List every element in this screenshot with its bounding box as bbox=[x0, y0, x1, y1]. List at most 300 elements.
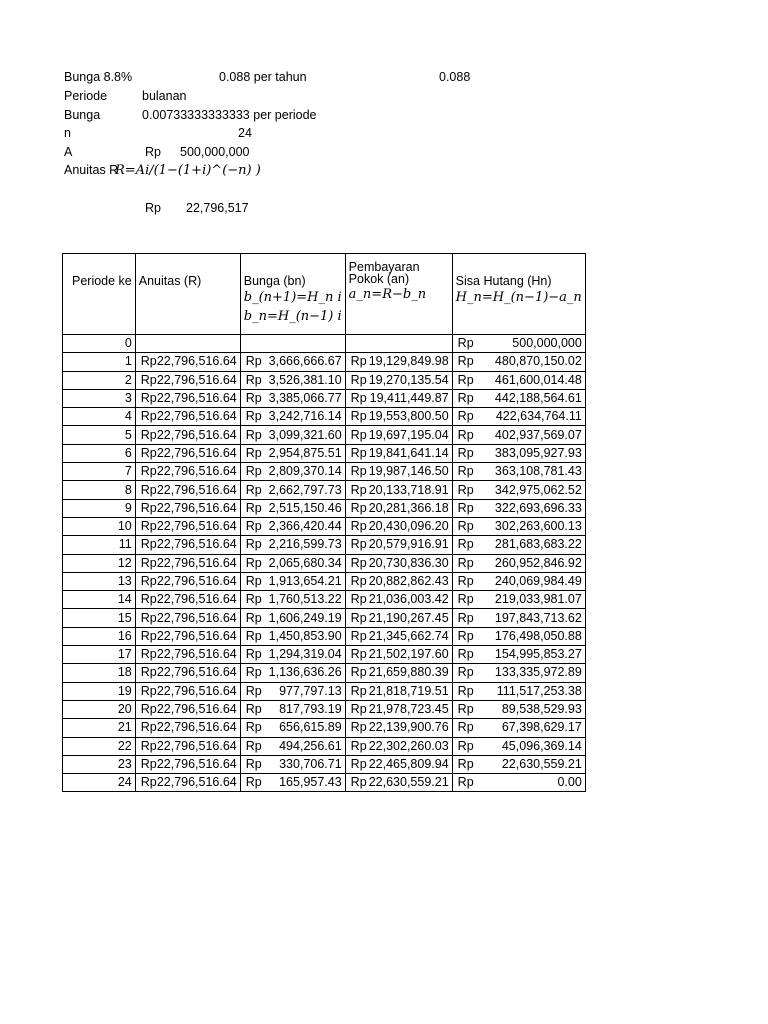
table-row bbox=[63, 536, 586, 554]
currency-label: Rp bbox=[140, 720, 157, 735]
currency-label: Rp bbox=[140, 592, 157, 607]
header-anuitas bbox=[135, 254, 240, 335]
table-row bbox=[63, 499, 586, 517]
cell-bunga bbox=[240, 774, 345, 792]
cell-sisa-value: 22,630,559.21 bbox=[501, 756, 582, 771]
cell-sisa-value: 111,517,253.38 bbox=[496, 683, 582, 698]
period-rate-label: Bunga bbox=[64, 108, 101, 122]
table-body bbox=[63, 335, 586, 792]
cell-sisa-value: 0.00 bbox=[557, 775, 582, 790]
cell-anuitas-value: 22,796,516.64 bbox=[156, 445, 237, 460]
cell-sisa-value: 260,952,846.92 bbox=[494, 555, 582, 570]
currency-label: Rp bbox=[350, 665, 367, 680]
currency-label: Rp bbox=[457, 409, 474, 424]
cell-pokok-value: 19,553,800.50 bbox=[368, 409, 449, 424]
currency-label: Rp bbox=[457, 756, 474, 771]
cell-anuitas bbox=[135, 591, 240, 609]
cell-bunga-value: 494,256.61 bbox=[279, 738, 342, 753]
currency-label: Rp bbox=[457, 354, 474, 369]
header-periode-label: Periode ke bbox=[72, 274, 132, 288]
currency-label: Rp bbox=[140, 555, 157, 570]
cell-periode: 19 bbox=[63, 682, 136, 700]
cell-pokok bbox=[345, 426, 452, 444]
cell-periode: 0 bbox=[63, 335, 136, 353]
cell-bunga-value: 1,760,513.22 bbox=[268, 592, 342, 607]
cell-sisa-value: 402,937,569.07 bbox=[494, 427, 582, 442]
currency-label: Rp bbox=[350, 519, 367, 534]
cell-periode: 20 bbox=[63, 700, 136, 718]
cell-bunga bbox=[240, 737, 345, 755]
cell-bunga bbox=[240, 755, 345, 773]
header-pokok-formula: a_n=R−b_n bbox=[348, 287, 427, 302]
currency-label: Rp bbox=[245, 756, 262, 771]
cell-sisa-value: 480,870,150.02 bbox=[494, 354, 582, 369]
cell-sisa-value: 500,000,000 bbox=[512, 336, 582, 351]
currency-label: Rp bbox=[457, 574, 474, 588]
cell-sisa bbox=[452, 609, 585, 627]
cell-bunga-value: 1,136,636.26 bbox=[268, 665, 342, 680]
annual-rate-number: 0.088 bbox=[219, 70, 251, 84]
currency-label: Rp bbox=[350, 592, 367, 607]
cell-anuitas-value: 22,796,516.64 bbox=[156, 610, 237, 625]
currency-label: Rp bbox=[457, 702, 474, 717]
cell-pokok bbox=[345, 444, 452, 462]
annuity-currency: Rp bbox=[145, 201, 161, 215]
principal-currency: Rp bbox=[145, 145, 161, 159]
cell-anuitas-value: 22,796,516.64 bbox=[156, 391, 237, 406]
currency-label: Rp bbox=[245, 610, 262, 625]
cell-bunga bbox=[240, 554, 345, 572]
cell-anuitas-value: 22,796,516.64 bbox=[156, 683, 237, 698]
currency-label: Rp bbox=[245, 427, 262, 442]
cell-sisa-value: 67,398,629.17 bbox=[501, 720, 582, 735]
currency-label: Rp bbox=[457, 720, 474, 735]
cell-bunga-value: 1,913,654.21 bbox=[268, 574, 342, 588]
table-header-row bbox=[63, 254, 586, 335]
currency-label: Rp bbox=[140, 683, 157, 698]
currency-label: Rp bbox=[245, 702, 262, 717]
cell-anuitas-value: 22,796,516.64 bbox=[156, 720, 237, 735]
cell-bunga bbox=[240, 700, 345, 718]
cell-bunga-value: 1,294,319.04 bbox=[268, 647, 342, 662]
cell-pokok bbox=[345, 463, 452, 481]
cell-pokok-value: 20,882,862.43 bbox=[368, 574, 449, 588]
cell-sisa-value: 133,335,972.89 bbox=[494, 665, 582, 680]
cell-sisa bbox=[452, 646, 585, 664]
cell-sisa bbox=[452, 591, 585, 609]
cell-anuitas-value: 22,796,516.64 bbox=[156, 482, 237, 497]
currency-label: Rp bbox=[245, 354, 262, 369]
currency-label: Rp bbox=[140, 464, 157, 479]
currency-label: Rp bbox=[350, 574, 367, 588]
cell-pokok bbox=[345, 353, 452, 371]
table-row bbox=[63, 591, 586, 609]
cell-sisa bbox=[452, 572, 585, 590]
cell-pokok bbox=[345, 700, 452, 718]
cell-pokok bbox=[345, 591, 452, 609]
cell-bunga-value: 2,515,150.46 bbox=[268, 500, 342, 515]
cell-bunga bbox=[240, 719, 345, 737]
currency-label: Rp bbox=[140, 775, 157, 790]
currency-label: Rp bbox=[457, 372, 474, 387]
cell-periode: 4 bbox=[63, 408, 136, 426]
cell-pokok-value: 20,133,718.91 bbox=[368, 482, 449, 497]
currency-label: Rp bbox=[457, 537, 474, 552]
cell-periode: 14 bbox=[63, 591, 136, 609]
cell-bunga bbox=[240, 499, 345, 517]
cell-sisa bbox=[452, 517, 585, 535]
cell-anuitas bbox=[135, 682, 240, 700]
cell-bunga bbox=[240, 536, 345, 554]
annual-rate-unit: per tahun bbox=[253, 70, 307, 84]
cell-sisa-value: 45,096,369.14 bbox=[501, 738, 582, 753]
currency-label: Rp bbox=[457, 683, 474, 698]
cell-anuitas-value: 22,796,516.64 bbox=[156, 464, 237, 479]
cell-bunga-value: 2,216,599.73 bbox=[268, 537, 342, 552]
cell-pokok-value: 19,411,449.87 bbox=[369, 391, 449, 406]
cell-bunga-value: 977,797.13 bbox=[279, 683, 342, 698]
currency-label: Rp bbox=[245, 537, 262, 552]
cell-sisa-value: 154,995,853.27 bbox=[494, 647, 582, 662]
cell-sisa-value: 322,693,696.33 bbox=[494, 500, 582, 515]
cell-anuitas bbox=[135, 755, 240, 773]
currency-label: Rp bbox=[245, 628, 262, 643]
currency-label: Rp bbox=[350, 775, 367, 790]
annuity-formula: R=Ai/(1−(1+i)^(−n) ) bbox=[115, 163, 261, 178]
cell-anuitas-value: 22,796,516.64 bbox=[156, 665, 237, 680]
cell-anuitas bbox=[135, 335, 240, 353]
currency-label: Rp bbox=[457, 775, 474, 790]
cell-anuitas bbox=[135, 389, 240, 407]
cell-bunga-value: 2,809,370.14 bbox=[268, 464, 342, 479]
table-row bbox=[63, 335, 586, 353]
cell-anuitas bbox=[135, 572, 240, 590]
cell-pokok bbox=[345, 719, 452, 737]
currency-label: Rp bbox=[350, 409, 367, 424]
cell-pokok bbox=[345, 627, 452, 645]
currency-label: Rp bbox=[350, 354, 367, 369]
cell-bunga-value: 330,706.71 bbox=[279, 756, 342, 771]
cell-pokok-value: 21,190,267.45 bbox=[368, 610, 449, 625]
currency-label: Rp bbox=[245, 519, 262, 534]
cell-periode: 23 bbox=[63, 755, 136, 773]
header-pokok-label: Pembayaran Pokok (an) bbox=[348, 260, 420, 286]
table-row bbox=[63, 682, 586, 700]
cell-sisa-value: 219,033,981.07 bbox=[494, 592, 582, 607]
cell-sisa bbox=[452, 755, 585, 773]
cell-anuitas bbox=[135, 646, 240, 664]
cell-anuitas-value: 22,796,516.64 bbox=[156, 738, 237, 753]
period-label: Periode bbox=[64, 89, 108, 103]
annual-rate-value bbox=[219, 70, 307, 85]
table-row bbox=[63, 627, 586, 645]
cell-anuitas bbox=[135, 774, 240, 792]
currency-label: Rp bbox=[245, 720, 262, 735]
cell-sisa bbox=[452, 463, 585, 481]
currency-label: Rp bbox=[245, 464, 262, 479]
cell-sisa bbox=[452, 426, 585, 444]
cell-anuitas-value: 22,796,516.64 bbox=[156, 592, 237, 607]
cell-anuitas bbox=[135, 554, 240, 572]
cell-pokok bbox=[345, 517, 452, 535]
cell-bunga-value: 1,450,853.90 bbox=[268, 628, 342, 643]
cell-sisa bbox=[452, 627, 585, 645]
cell-anuitas-value: 22,796,516.64 bbox=[156, 372, 237, 387]
currency-label: Rp bbox=[245, 592, 262, 607]
currency-label: Rp bbox=[457, 628, 474, 643]
cell-sisa-value: 176,498,050.88 bbox=[494, 628, 582, 643]
currency-label: Rp bbox=[245, 738, 262, 753]
cell-pokok bbox=[345, 536, 452, 554]
cell-bunga bbox=[240, 408, 345, 426]
cell-periode: 24 bbox=[63, 774, 136, 792]
cell-anuitas bbox=[135, 371, 240, 389]
currency-label: Rp bbox=[350, 482, 367, 497]
cell-sisa bbox=[452, 774, 585, 792]
currency-label: Rp bbox=[350, 445, 367, 460]
cell-periode: 16 bbox=[63, 627, 136, 645]
table-row bbox=[63, 774, 586, 792]
currency-label: Rp bbox=[350, 610, 367, 625]
currency-label: Rp bbox=[350, 500, 367, 515]
cell-anuitas-value: 22,796,516.64 bbox=[156, 756, 237, 771]
period-rate-number: 0.00733333333333 bbox=[142, 108, 250, 122]
cell-bunga-value: 2,366,420.44 bbox=[268, 519, 342, 534]
cell-sisa bbox=[452, 554, 585, 572]
cell-sisa-value: 89,538,529.93 bbox=[501, 702, 582, 717]
cell-anuitas-value: 22,796,516.64 bbox=[156, 537, 237, 552]
cell-pokok bbox=[345, 682, 452, 700]
cell-bunga bbox=[240, 444, 345, 462]
cell-bunga-value: 165,957.43 bbox=[279, 775, 342, 790]
cell-bunga-value: 817,793.19 bbox=[279, 702, 342, 717]
cell-periode: 5 bbox=[63, 426, 136, 444]
currency-label: Rp bbox=[140, 647, 157, 662]
cell-sisa bbox=[452, 335, 585, 353]
currency-label: Rp bbox=[140, 610, 157, 625]
cell-pokok bbox=[345, 755, 452, 773]
cell-periode: 9 bbox=[63, 499, 136, 517]
cell-sisa-value: 461,600,014.48 bbox=[494, 372, 582, 387]
cell-sisa bbox=[452, 499, 585, 517]
header-bunga-formula-2: b_n=H_(n−1) i bbox=[243, 309, 342, 324]
currency-label: Rp bbox=[457, 427, 474, 442]
cell-pokok-value: 20,281,366.18 bbox=[368, 500, 449, 515]
cell-anuitas-value: 22,796,516.64 bbox=[156, 702, 237, 717]
cell-bunga-value: 2,662,797.73 bbox=[268, 482, 342, 497]
table-row bbox=[63, 408, 586, 426]
table-row bbox=[63, 737, 586, 755]
cell-sisa bbox=[452, 719, 585, 737]
cell-bunga bbox=[240, 664, 345, 682]
cell-sisa bbox=[452, 481, 585, 499]
table-row bbox=[63, 426, 586, 444]
table-row bbox=[63, 481, 586, 499]
cell-sisa bbox=[452, 353, 585, 371]
currency-label: Rp bbox=[457, 464, 474, 479]
currency-label: Rp bbox=[245, 574, 262, 588]
cell-pokok bbox=[345, 554, 452, 572]
cell-pokok bbox=[345, 371, 452, 389]
currency-label: Rp bbox=[245, 445, 262, 460]
cell-anuitas-value: 22,796,516.64 bbox=[156, 555, 237, 570]
cell-anuitas-value: 22,796,516.64 bbox=[156, 427, 237, 442]
cell-bunga bbox=[240, 572, 345, 590]
cell-pokok-value: 21,659,880.39 bbox=[368, 665, 449, 680]
currency-label: Rp bbox=[140, 756, 157, 771]
cell-pokok-value: 19,987,146.50 bbox=[368, 464, 449, 479]
currency-label: Rp bbox=[350, 372, 367, 387]
cell-anuitas-value: 22,796,516.64 bbox=[156, 574, 237, 588]
cell-sisa bbox=[452, 536, 585, 554]
cell-anuitas bbox=[135, 463, 240, 481]
cell-pokok bbox=[345, 389, 452, 407]
cell-periode: 1 bbox=[63, 353, 136, 371]
header-bunga-label: Bunga (bn) bbox=[243, 274, 306, 288]
cell-bunga-value: 3,526,381.10 bbox=[268, 372, 342, 387]
annuity-label: Anuitas R bbox=[64, 163, 119, 177]
cell-sisa bbox=[452, 444, 585, 462]
cell-anuitas bbox=[135, 719, 240, 737]
currency-label: Rp bbox=[140, 519, 157, 534]
table-row bbox=[63, 463, 586, 481]
currency-label: Rp bbox=[245, 683, 262, 698]
cell-bunga bbox=[240, 517, 345, 535]
cell-sisa bbox=[452, 408, 585, 426]
currency-label: Rp bbox=[245, 555, 262, 570]
currency-label: Rp bbox=[350, 464, 367, 479]
amortization-table bbox=[62, 253, 586, 792]
cell-bunga bbox=[240, 335, 345, 353]
cell-anuitas bbox=[135, 499, 240, 517]
currency-label: Rp bbox=[457, 555, 474, 570]
cell-bunga bbox=[240, 646, 345, 664]
cell-anuitas bbox=[135, 408, 240, 426]
period-rate-unit: per periode bbox=[253, 108, 317, 122]
cell-anuitas bbox=[135, 627, 240, 645]
header-bunga-formula-1: b_(n+1)=H_n i bbox=[243, 290, 342, 305]
cell-pokok-value: 20,730,836.30 bbox=[368, 555, 449, 570]
cell-anuitas bbox=[135, 609, 240, 627]
principal-label: A bbox=[64, 145, 73, 159]
currency-label: Rp bbox=[140, 500, 157, 515]
cell-bunga bbox=[240, 426, 345, 444]
cell-pokok-value: 19,270,135.54 bbox=[368, 372, 449, 387]
currency-label: Rp bbox=[245, 500, 262, 515]
currency-label: Rp bbox=[350, 702, 367, 717]
currency-label: Rp bbox=[350, 628, 367, 643]
cell-pokok bbox=[345, 737, 452, 755]
currency-label: Rp bbox=[350, 720, 367, 735]
cell-pokok-value: 21,036,003.42 bbox=[368, 592, 449, 607]
cell-anuitas bbox=[135, 664, 240, 682]
cell-sisa bbox=[452, 737, 585, 755]
cell-bunga bbox=[240, 609, 345, 627]
currency-label: Rp bbox=[350, 391, 367, 406]
currency-label: Rp bbox=[457, 647, 474, 662]
table-row bbox=[63, 389, 586, 407]
table-row bbox=[63, 609, 586, 627]
cell-bunga bbox=[240, 371, 345, 389]
cell-bunga-value: 3,385,066.77 bbox=[268, 391, 342, 406]
cell-anuitas bbox=[135, 481, 240, 499]
cell-bunga bbox=[240, 481, 345, 499]
currency-label: Rp bbox=[140, 482, 157, 497]
currency-label: Rp bbox=[140, 574, 157, 588]
cell-sisa-value: 240,069,984.49 bbox=[494, 574, 582, 588]
currency-label: Rp bbox=[140, 738, 157, 753]
cell-anuitas bbox=[135, 444, 240, 462]
cell-bunga-value: 3,666,666.67 bbox=[268, 354, 342, 369]
cell-anuitas-value: 22,796,516.64 bbox=[156, 409, 237, 424]
cell-periode: 15 bbox=[63, 609, 136, 627]
cell-pokok bbox=[345, 408, 452, 426]
currency-label: Rp bbox=[457, 665, 474, 680]
cell-pokok bbox=[345, 609, 452, 627]
cell-sisa-value: 281,683,683.22 bbox=[494, 537, 582, 552]
table-row bbox=[63, 700, 586, 718]
currency-label: Rp bbox=[245, 665, 262, 680]
cell-pokok-value: 22,139,900.76 bbox=[368, 720, 449, 735]
cell-periode: 10 bbox=[63, 517, 136, 535]
currency-label: Rp bbox=[140, 372, 157, 387]
currency-label: Rp bbox=[350, 427, 367, 442]
cell-periode: 21 bbox=[63, 719, 136, 737]
cell-periode: 13 bbox=[63, 572, 136, 590]
cell-sisa-value: 383,095,927.93 bbox=[494, 445, 582, 460]
cell-periode: 22 bbox=[63, 737, 136, 755]
cell-pokok-value: 19,129,849.98 bbox=[368, 354, 449, 369]
n-value: 24 bbox=[238, 126, 252, 140]
cell-anuitas bbox=[135, 517, 240, 535]
currency-label: Rp bbox=[350, 555, 367, 570]
table-row bbox=[63, 517, 586, 535]
cell-bunga-value: 2,065,680.34 bbox=[268, 555, 342, 570]
cell-sisa bbox=[452, 700, 585, 718]
cell-pokok-value: 19,841,641.14 bbox=[368, 445, 449, 460]
cell-sisa-value: 197,843,713.62 bbox=[494, 610, 582, 625]
cell-pokok-value: 21,502,197.60 bbox=[368, 647, 449, 662]
cell-sisa-value: 302,263,600.13 bbox=[494, 519, 582, 534]
cell-pokok bbox=[345, 499, 452, 517]
cell-pokok-value: 21,818,719.51 bbox=[368, 683, 449, 698]
currency-label: Rp bbox=[457, 519, 474, 534]
cell-sisa bbox=[452, 664, 585, 682]
cell-bunga bbox=[240, 463, 345, 481]
table-row bbox=[63, 444, 586, 462]
cell-anuitas-value: 22,796,516.64 bbox=[156, 775, 237, 790]
table-row bbox=[63, 664, 586, 682]
cell-anuitas bbox=[135, 700, 240, 718]
currency-label: Rp bbox=[457, 336, 474, 351]
cell-periode: 6 bbox=[63, 444, 136, 462]
cell-bunga-value: 1,606,249.19 bbox=[268, 610, 342, 625]
cell-bunga-value: 3,242,716.14 bbox=[268, 409, 342, 424]
header-sisa bbox=[452, 254, 585, 335]
cell-bunga-value: 656,615.89 bbox=[279, 720, 342, 735]
cell-pokok bbox=[345, 664, 452, 682]
currency-label: Rp bbox=[245, 409, 262, 424]
table-row bbox=[63, 646, 586, 664]
cell-anuitas-value: 22,796,516.64 bbox=[156, 647, 237, 662]
cell-sisa bbox=[452, 371, 585, 389]
currency-label: Rp bbox=[245, 482, 262, 497]
currency-label: Rp bbox=[140, 409, 157, 424]
cell-anuitas-value: 22,796,516.64 bbox=[156, 628, 237, 643]
currency-label: Rp bbox=[350, 738, 367, 753]
cell-sisa-value: 442,188,564.61 bbox=[494, 391, 582, 406]
cell-pokok-value: 20,579,916.91 bbox=[368, 537, 449, 552]
